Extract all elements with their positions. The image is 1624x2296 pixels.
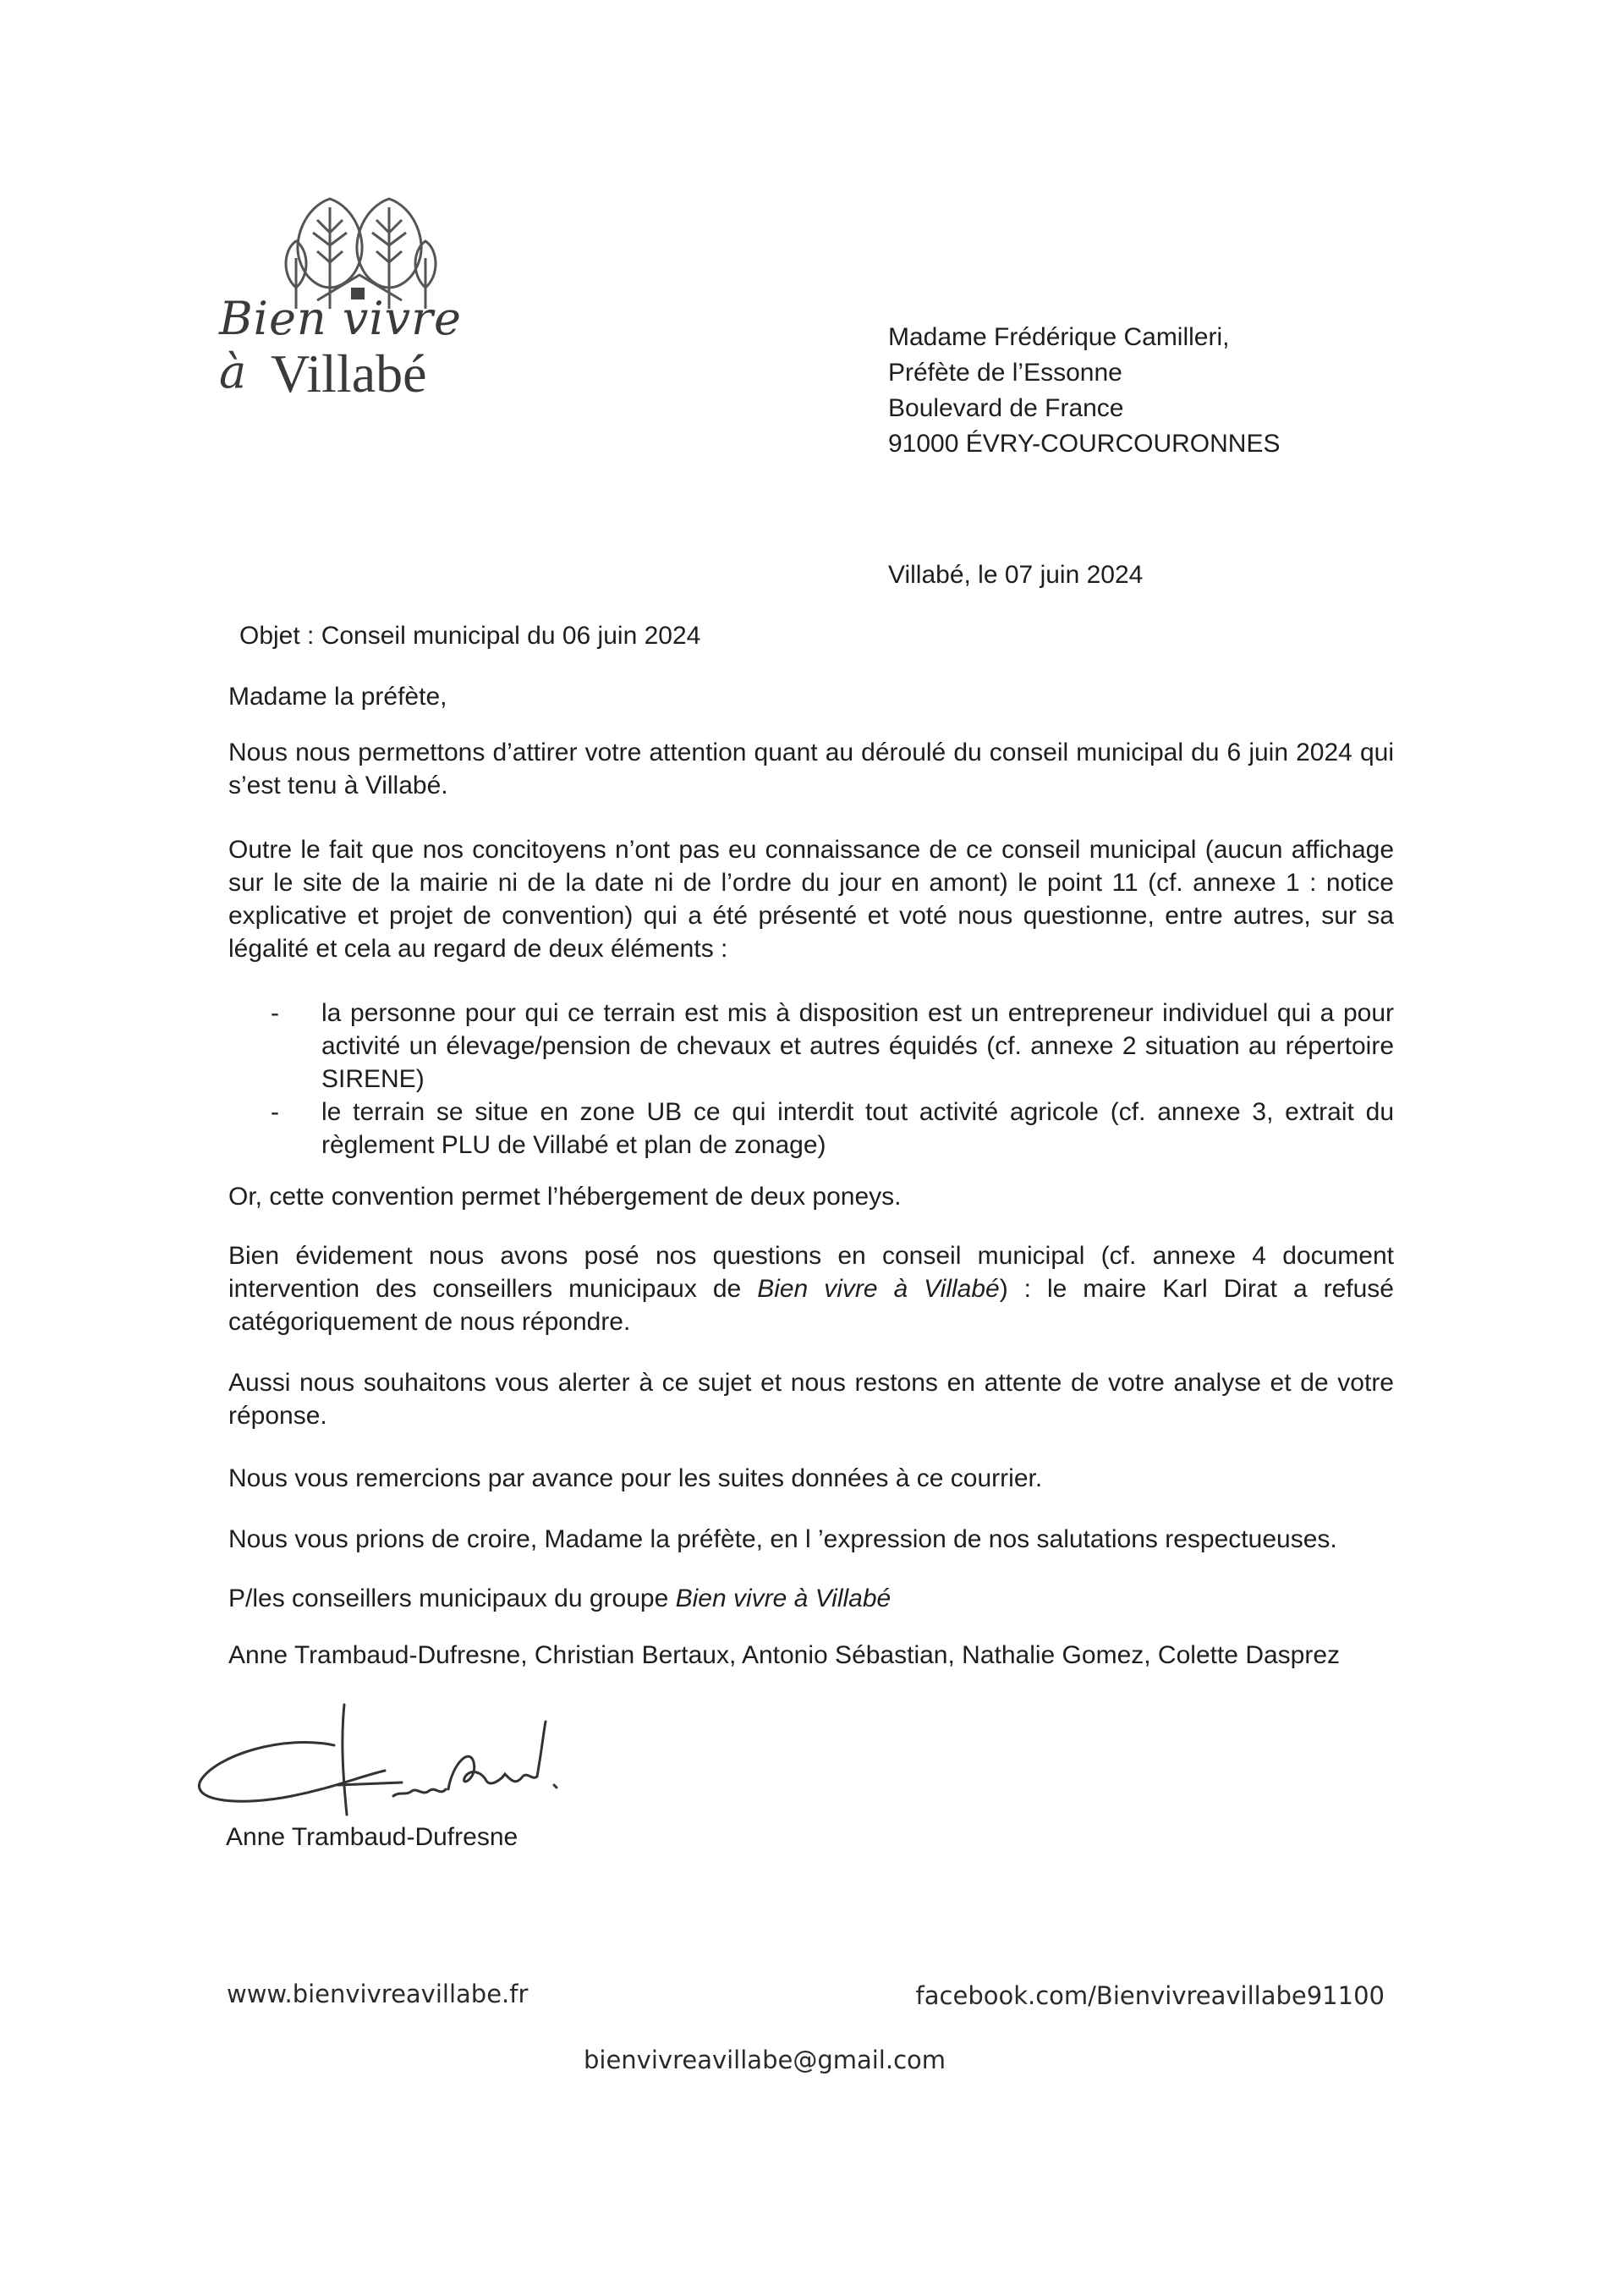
paragraph-8-text: P/les conseillers municipaux du groupe — [228, 1585, 676, 1612]
signature-name: Anne Trambaud-Dufresne — [226, 1823, 518, 1851]
footer-website: www.bienvivreavillabe.fr — [227, 1980, 529, 2008]
list-item — [228, 997, 1394, 1096]
paragraph-6: Nous vous remercions par avance pour les suites données à ce courrier. — [228, 1464, 1043, 1492]
paragraph-7: Nous vous prions de croire, Madame la préfète, en l ’expression de nos salutations respectueuses. — [228, 1525, 1337, 1553]
footer-facebook: facebook.com/Bienvivreavillabe91100 — [915, 1981, 1385, 2010]
bullet-text: le terrain se situe en zone UB ce qui interdit tout activité agricole (cf. annexe 3, extrait du règlement PLU de Villabé et plan de zonage) — [321, 1098, 1394, 1159]
paragraph-4-group-name: Bien vivre à Villabé — [757, 1275, 1000, 1303]
bullet-dash: - — [271, 1098, 279, 1126]
list-item — [228, 1096, 1394, 1162]
paragraph-3: Or, cette convention permet l’hébergement de deux poneys. — [228, 1183, 902, 1211]
paragraph-8 — [228, 1582, 1394, 1615]
paragraph-4-text: Bien évidement nous avons posé nos questions en conseil municipal (cf. annexe 4 document intervention des conseillers municipaux de — [228, 1242, 1394, 1303]
association-logo — [216, 182, 503, 402]
paragraph-8-group-name: Bien vivre à Villabé — [675, 1585, 892, 1612]
letter-object: Objet : Conseil municipal du 06 juin 2024 — [239, 622, 701, 650]
bullet-list — [228, 997, 1394, 1162]
paragraph-4 — [228, 1239, 1394, 1338]
salutation: Madame la préfète, — [228, 683, 447, 711]
recipient-line: Madame Frédérique Camilleri, — [888, 323, 1230, 351]
bullet-text: la personne pour qui ce terrain est mis à disposition est un entrepreneur individuel qui a pour activité un élevage/pension de chevaux et autres équidés (cf. annexe 2 situation au répertoire SIRENE) — [321, 999, 1394, 1093]
logo-script-text: Bien vivre à — [219, 292, 462, 398]
footer-email: bienvivreavillabe@gmail.com — [584, 2046, 946, 2074]
handwritten-signature — [190, 1696, 630, 1823]
recipient-line: Boulevard de France — [888, 394, 1124, 422]
recipient-address — [888, 320, 1281, 462]
recipient-line: 91000 ÉVRY-COURCOURONNES — [888, 430, 1281, 458]
bullet-dash: - — [271, 999, 279, 1027]
signers-list: Anne Trambaud-Dufresne, Christian Bertaux, Antonio Sébastian, Nathalie Gomez, Colette Dasprez — [228, 1641, 1341, 1669]
paragraph-1: Nous nous permettons d’attirer votre attention quant au déroulé du conseil municipal du 6 juin 2024 qui s’est tenu à Villabé. — [228, 739, 1394, 799]
letter-date: Villabé, le 07 juin 2024 — [888, 561, 1144, 589]
paragraph-2: Outre le fait que nos concitoyens n’ont pas eu connaissance de ce conseil municipal (aucun affichage sur le site de la mairie ni de la date ni de l’ordre du jour en amont) le point 11 (cf. annexe 1 : notice explicative et projet de convention) qui a été présenté et voté nous questionne, entre autres, sur sa légalité et cela au regard de deux éléments : — [228, 836, 1394, 963]
logo-town-text: Villabé — [271, 343, 427, 404]
paragraph-5: Aussi nous souhaitons vous alerter à ce sujet et nous restons en attente de votre analyse et de votre réponse. — [228, 1369, 1394, 1430]
recipient-line: Préfète de l’Essonne — [888, 359, 1122, 387]
trees-house-icon — [216, 182, 503, 309]
paragraph-4-text-end: ) : le maire Karl Dirat a refusé catégoriquement de nous répondre. — [228, 1275, 1394, 1336]
